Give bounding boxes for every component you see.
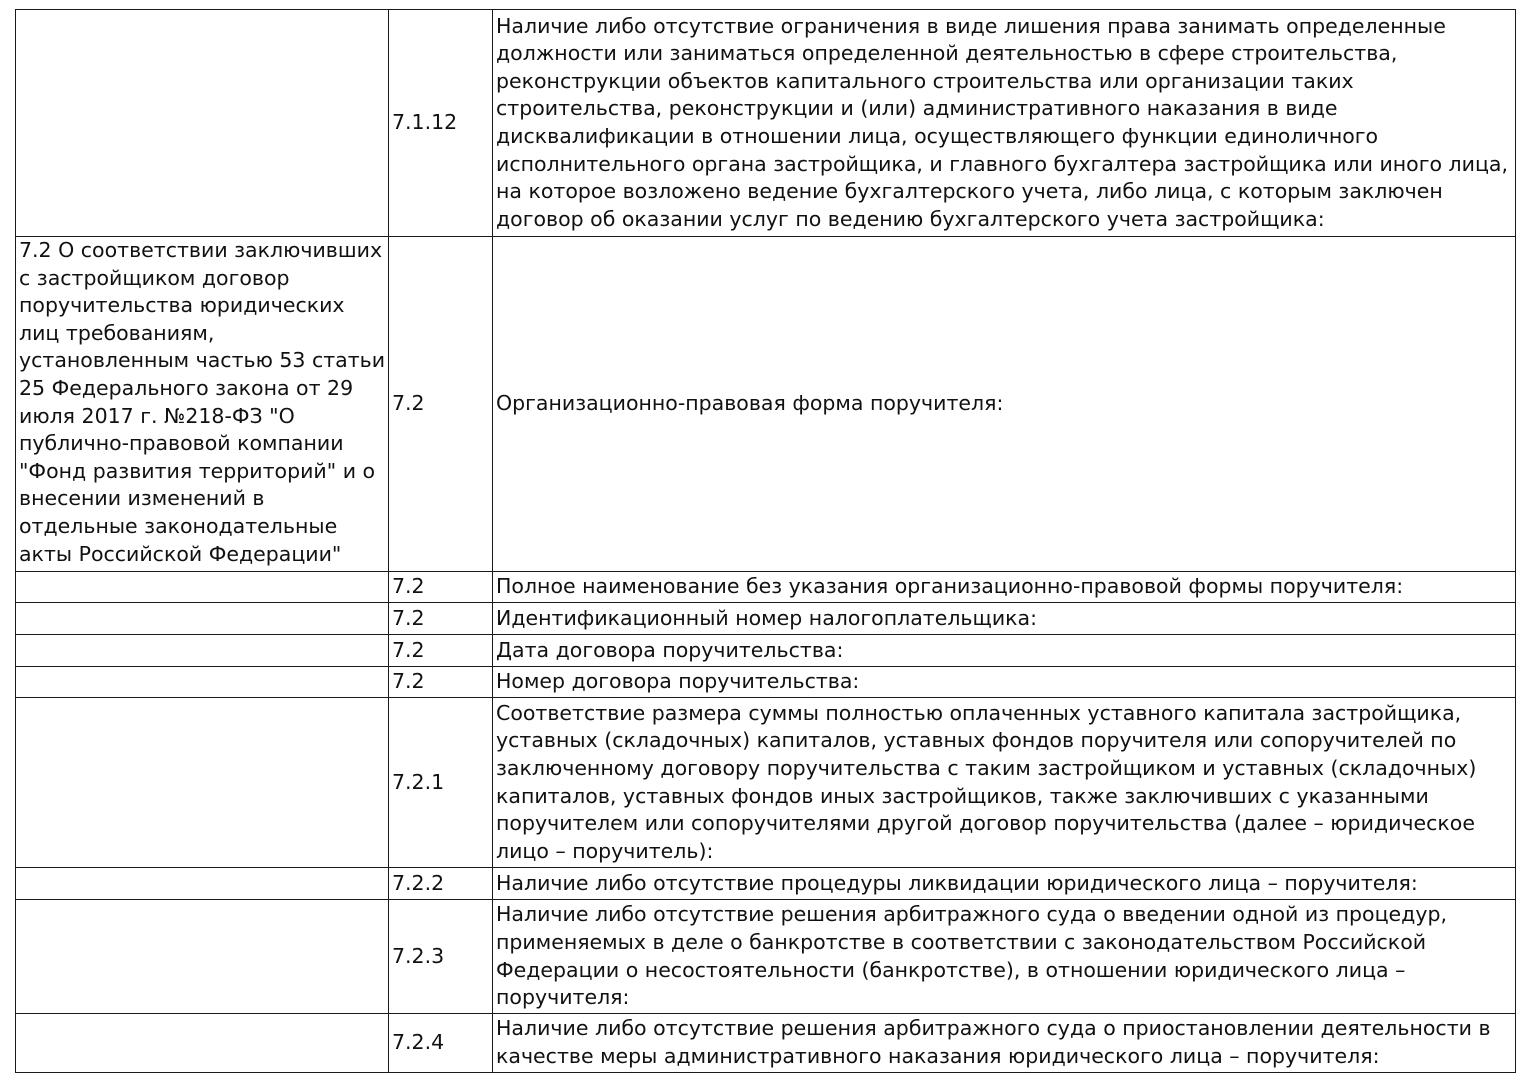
table-row [16, 572, 1516, 603]
section-cell [16, 10, 389, 237]
item-code: 7.1.12 [389, 10, 493, 237]
table-row [16, 603, 1516, 635]
item-description: Соответствие размера суммы полностью оплаченных уставного капитала застройщика, уставных (складочных) капиталов, уставных фондов поручителя или сопоручителей по заключенному договору поручительства с таким застройщиком и уставных (складочных) капиталов, уставных фондов иных застройщиков, также заключивших с указанными поручителем или сопоручителями другой договор поручительства (далее – юридическое лицо – поручитель): [493, 698, 1516, 868]
section-cell [16, 1014, 389, 1073]
table-row [16, 868, 1516, 900]
declaration-table [15, 9, 1516, 1073]
table-row [16, 10, 1516, 237]
section-cell [16, 667, 389, 698]
section-cell [16, 572, 389, 603]
table-row [16, 237, 1516, 572]
section-cell [16, 698, 389, 868]
item-description: Идентификационный номер налогоплательщика: [493, 603, 1516, 635]
table-row [16, 900, 1516, 1014]
item-description: Номер договора поручительства: [493, 667, 1516, 698]
item-code: 7.2.2 [389, 868, 493, 900]
section-cell [16, 868, 389, 900]
table-row [16, 1014, 1516, 1073]
item-description: Наличие либо отсутствие решения арбитражного суда о приостановлении деятельности в качестве меры административного наказания юридического лица – поручителя: [493, 1014, 1516, 1073]
section-cell [16, 900, 389, 1014]
item-code: 7.2.4 [389, 1014, 493, 1073]
item-code: 7.2 [389, 572, 493, 603]
item-code: 7.2 [389, 603, 493, 635]
item-code: 7.2.3 [389, 900, 493, 1014]
item-code: 7.2 [389, 635, 493, 667]
item-code: 7.2 [389, 667, 493, 698]
item-code: 7.2 [389, 237, 493, 572]
section-cell [16, 603, 389, 635]
item-description: Дата договора поручительства: [493, 635, 1516, 667]
item-description: Наличие либо отсутствие процедуры ликвидации юридического лица – поручителя: [493, 868, 1516, 900]
item-description: Наличие либо отсутствие ограничения в виде лишения права занимать определенные должности или заниматься определенной деятельностью в сфере строительства, реконструкции объектов капитального строительства или организации таких строительства, реконструкции и (или) административного наказания в виде дисквалификации в отношении лица, осуществляющего функции единоличного исполнительного органа застройщика, и главного бухгалтера застройщика или иного лица, на которое возложено ведение бухгалтерского учета, либо лица, с которым заключен договор об оказании услуг по ведению бухгалтерского учета застройщика: [493, 10, 1516, 237]
item-description: Полное наименование без указания организационно-правовой формы поручителя: [493, 572, 1516, 603]
table-row [16, 635, 1516, 667]
item-description: Наличие либо отсутствие решения арбитражного суда о введении одной из процедур, применяемых в деле о банкротстве в соответствии с законодательством Российской Федерации о несостоятельности (банкротстве), в отношении юридического лица – поручителя: [493, 900, 1516, 1014]
table-row [16, 698, 1516, 868]
section-cell [16, 635, 389, 667]
section-title: 7.2 О соответствии заключивших с застройщиком договор поручительства юридических лиц требованиям, установленным частью 53 статьи 25 Федерального закона от 29 июля 2017 г. №218-ФЗ "О публично-правовой компании "Фонд развития территорий" и о внесении изменений в отдельные законодательные акты Российской Федерации" [16, 237, 389, 572]
item-code: 7.2.1 [389, 698, 493, 868]
item-description: Организационно-правовая форма поручителя: [493, 237, 1516, 572]
table-row [16, 667, 1516, 698]
